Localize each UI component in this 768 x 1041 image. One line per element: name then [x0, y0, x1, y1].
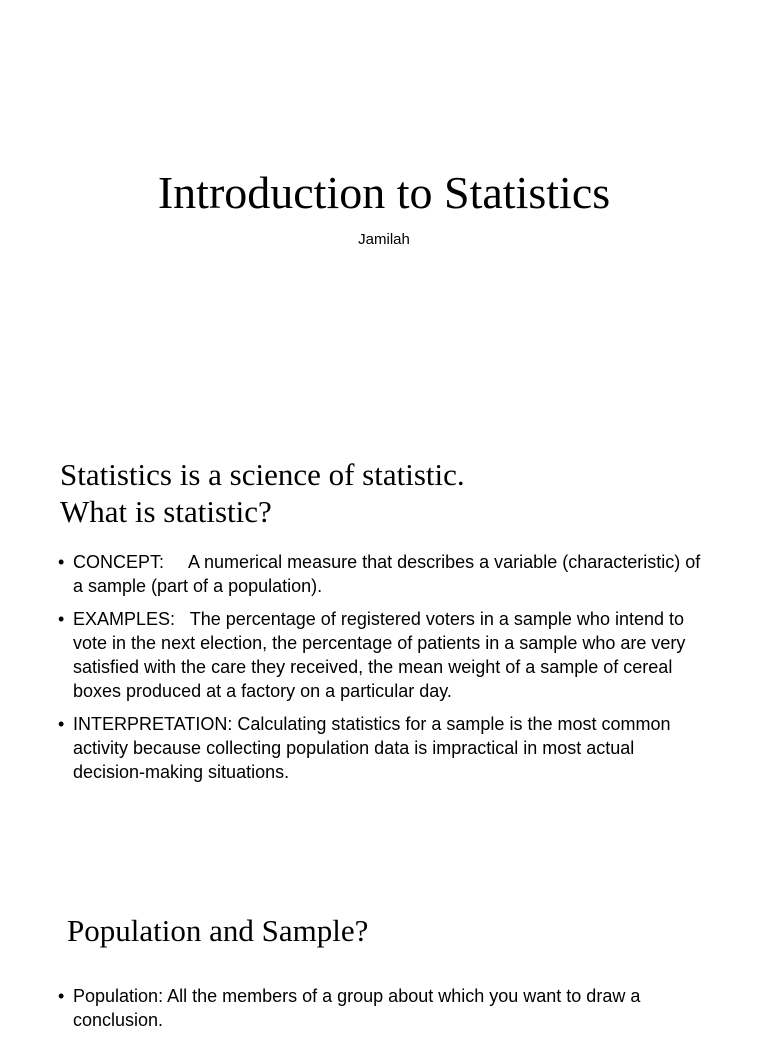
title-slide	[0, 0, 768, 432]
bullet-icon: •	[58, 986, 65, 1006]
bullet-text-concept: CONCEPT: A numerical measure that describes a variable (characteristic) of a sample (part of a population).	[73, 552, 706, 597]
bullet-icon: •	[58, 608, 65, 629]
slide-title	[60, 456, 740, 530]
bullet-list	[58, 984, 708, 1041]
population-sample-slide	[0, 908, 768, 1031]
bullet-icon: •	[58, 713, 65, 734]
slide-title-line-1: Statistics is a science of statistic.	[60, 457, 465, 492]
slide-title-line-2: What is statistic?	[60, 494, 272, 529]
presentation-author: Jamilah	[358, 231, 410, 248]
list-item	[58, 712, 708, 785]
presentation-title: Introduction to Statistics	[157, 167, 611, 218]
statistic-definition-slide	[0, 456, 768, 876]
list-item	[58, 550, 708, 599]
slide-title: Population and Sample?	[67, 913, 369, 948]
bullet-icon: •	[58, 552, 65, 572]
bullet-text-interpretation: INTERPRETATION: Calculating statistics for a sample is the most common activity because collecting population data is impractical in most actual decision-making situations.	[73, 713, 671, 783]
list-item	[58, 607, 708, 704]
bullet-text-population: Population: All the members of a group about which you want to draw a conclusion.	[73, 986, 641, 1031]
bullet-text-examples: EXAMPLES: The percentage of registered voters in a sample who intend to vote in the next election, the percentage of patients in a sample who are very satisfied with the care they received, the mean weight of a sample of cereal boxes produced at a factory on a particular day.	[73, 608, 691, 702]
bullet-list	[58, 550, 708, 793]
list-item	[58, 984, 708, 1033]
